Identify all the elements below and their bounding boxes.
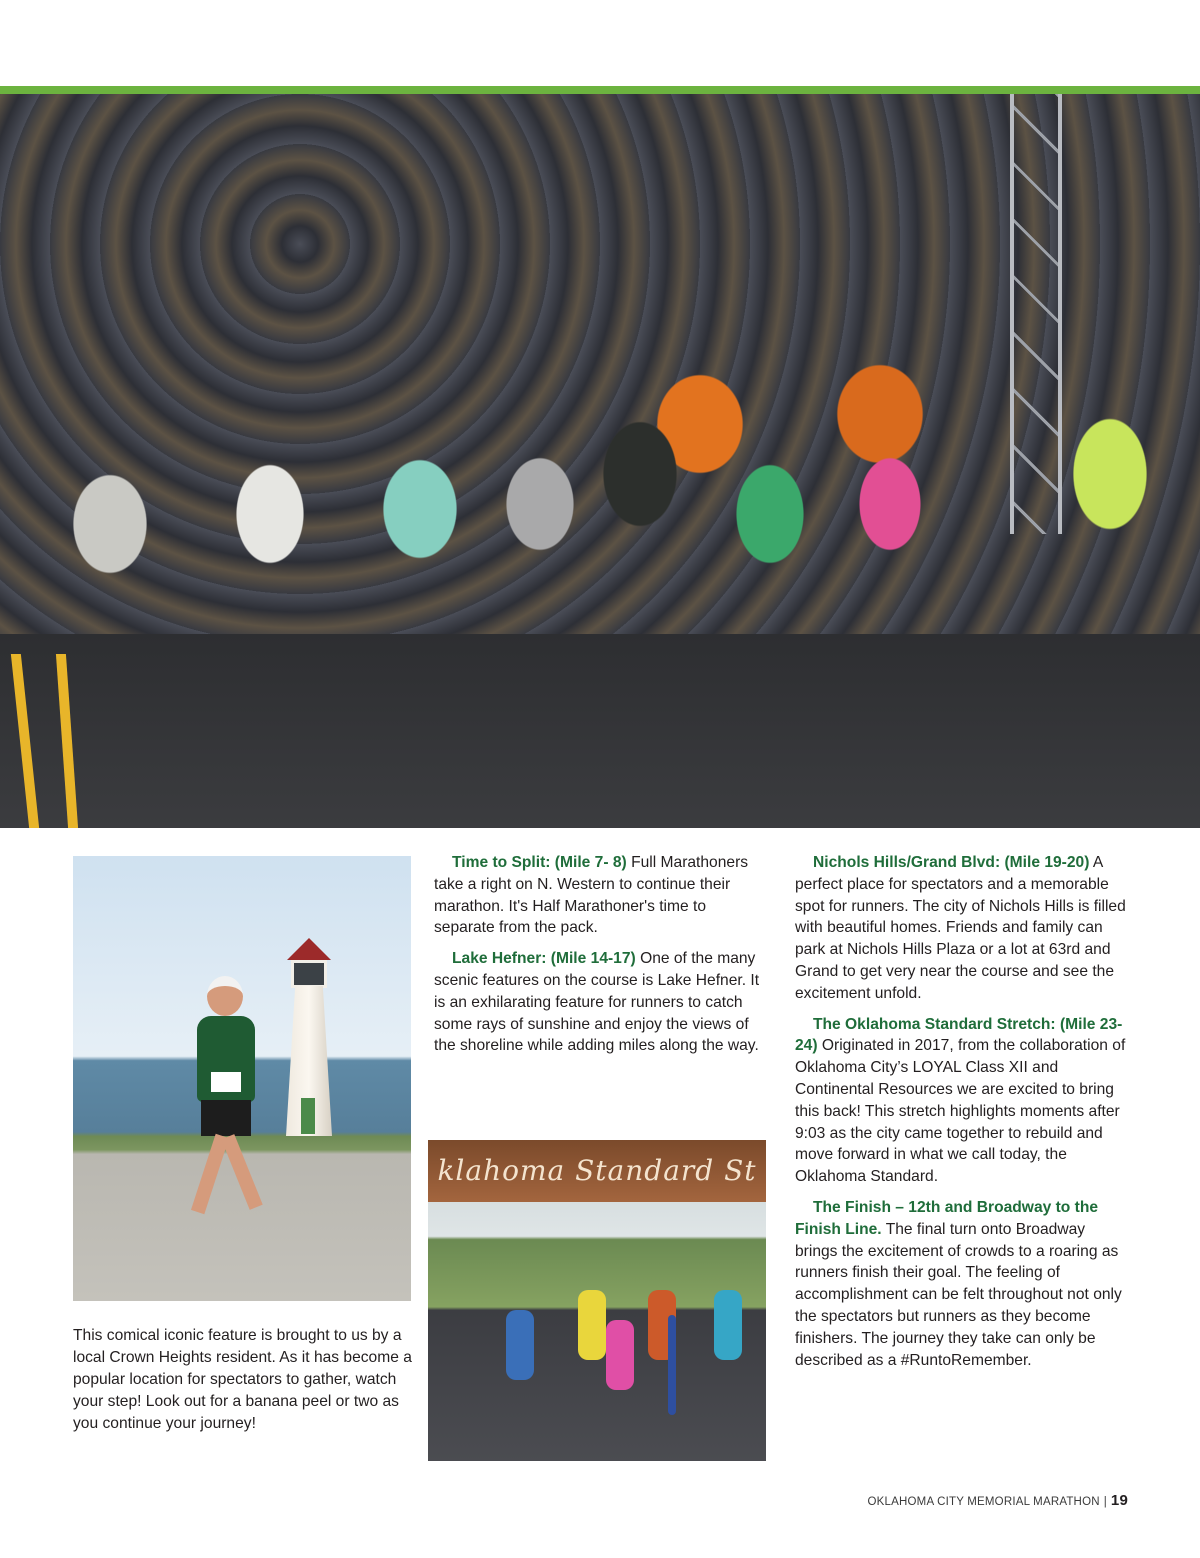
nichols-hills-body: A perfect place for spectators and a memorable spot for runners. The city of Nichols Hills is filled with beautiful homes. Friends and family can park at Nichols Hills Plaza or a lot at 63rd and Grand to get very near the course and see the excitement unfold. [795, 854, 1126, 1002]
nichols-hills-paragraph [795, 852, 1130, 1005]
runner-bib [211, 1072, 241, 1092]
top-accent-rule [0, 86, 1200, 94]
lighthouse-door [301, 1098, 315, 1134]
the-finish-paragraph [795, 1197, 1130, 1371]
lighthouse-roof [287, 938, 331, 960]
stretch-banner [428, 1140, 766, 1202]
runner-leg [221, 1134, 262, 1210]
lake-hefner-paragraph [434, 948, 764, 1057]
course-pole [668, 1315, 676, 1415]
the-finish-body: The final turn onto Broadway brings the excitement of crowds to a roaring as runners finish their goal. The feeling of accomplishment can be felt throughout not only the spectators but runners as they become finishers. The journey they take can only be described as a #RuntoRemember. [795, 1220, 1122, 1369]
runner-figure [578, 1290, 606, 1360]
road-surface [0, 634, 1200, 828]
lake-hefner-heading: Lake Hefner: (Mile 14-17) [452, 950, 636, 968]
runner-figure [506, 1310, 534, 1380]
middle-column [434, 852, 764, 1066]
publication-name: OKLAHOMA CITY MEMORIAL MARATHON [867, 1496, 1100, 1508]
start-line-truss [1010, 94, 1062, 534]
time-to-split-paragraph [434, 852, 764, 939]
oklahoma-standard-heading: The Oklahoma Standard Stretch: (Mile 23-24) [795, 1015, 1123, 1055]
runner-head [207, 976, 243, 1016]
lighthouse-lamp [291, 960, 327, 988]
runner-shorts [201, 1100, 251, 1136]
runner-figure [183, 976, 273, 1216]
footer-separator: | [1103, 1496, 1107, 1508]
time-to-split-body: Full Marathoners take a right on N. Western to continue their marathon. It's Half Marathoner's time to separate from the pack. [434, 854, 749, 937]
hero-photo-marathon-start [0, 94, 1200, 828]
oklahoma-standard-stretch-photo [428, 1140, 766, 1461]
page-number: 19 [1110, 1492, 1128, 1509]
lighthouse-caption: This comical iconic feature is brought to us by a local Crown Heights resident. As it has become a popular location for spectators to gather, watch your step! Look out for a banana peel or two as you continue your journey! [73, 1327, 412, 1432]
lighthouse-runner-photo [73, 856, 411, 1301]
time-to-split-heading: Time to Split: (Mile 7- 8) [452, 854, 627, 871]
oklahoma-standard-paragraph [795, 1014, 1130, 1188]
right-column [795, 852, 1130, 1380]
runner-figure [606, 1320, 634, 1390]
lake-hefner-body: One of the many scenic features on the course is Lake Hefner. It is an exhilarating feature for runners to catch some rays of sunshine and enjoy the views of the shoreline while adding miles along the way. [434, 950, 760, 1055]
banner-text: klahoma Standard St [437, 1154, 757, 1187]
runner-figure [714, 1290, 742, 1360]
the-finish-heading: The Finish – 12th and Broadway to the Finish Line. [795, 1198, 1099, 1238]
nichols-hills-heading: Nichols Hills/Grand Blvd: (Mile 19-20) [813, 854, 1090, 871]
oklahoma-standard-body: Originated in 2017, from the collaboration of Oklahoma City’s LOYAL Class XII and Continental Resources we are excited to bring this back! This stretch highlights moments after 9:03 as the city came together to rebuild and move forward in what we call today, the Oklahoma Standard. [795, 1037, 1126, 1186]
page-footer [868, 1492, 1128, 1509]
